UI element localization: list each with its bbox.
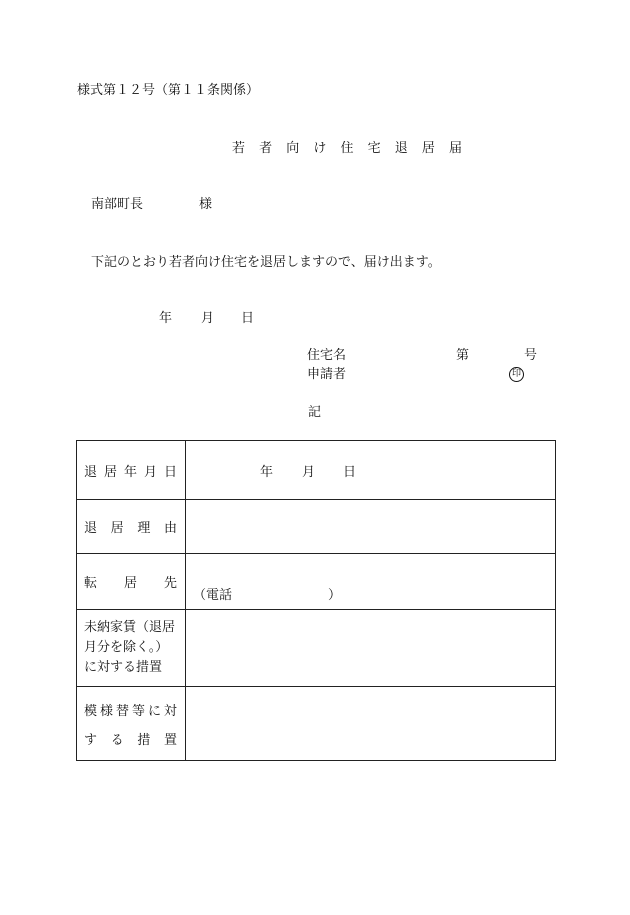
unpaid-rent-field[interactable] xyxy=(186,610,556,687)
house-name-label: 住宅名 xyxy=(307,348,347,363)
details-table xyxy=(76,440,556,761)
honorific: 様 xyxy=(199,197,213,212)
destination-label: 転 居 先 xyxy=(77,554,186,610)
table-row xyxy=(77,500,556,554)
ki-heading: 記 xyxy=(308,405,322,420)
table-row xyxy=(77,610,556,687)
date-year: 年 xyxy=(159,311,173,326)
move-out-date-label: 退 居 年 月 日 xyxy=(77,441,186,500)
date-month: 月 xyxy=(201,311,215,326)
addressee xyxy=(91,198,212,211)
addressee-name: 南部町長 xyxy=(91,197,144,212)
table-row xyxy=(77,554,556,610)
reason-field[interactable] xyxy=(186,500,556,554)
document-title: 若 者 向 け 住 宅 退 居 届 xyxy=(232,141,468,156)
table-row xyxy=(77,441,556,500)
house-number-prefix: 第 xyxy=(456,348,470,363)
applicant-label: 申請者 xyxy=(307,367,347,382)
destination-field[interactable] xyxy=(186,554,556,610)
date-day: 日 xyxy=(241,311,255,326)
house-number-suffix: 号 xyxy=(524,348,538,363)
phone-field: （電話 ） xyxy=(193,588,342,603)
form-number: 様式第１２号（第１１条関係） xyxy=(77,83,260,98)
move-out-date-field[interactable]: 年 月 日 xyxy=(186,441,556,500)
body-text: 下記のとおり若者向け住宅を退居しますので、届け出ます。 xyxy=(91,255,441,270)
reason-label: 退 居 理 由 xyxy=(77,500,186,554)
renovation-field[interactable] xyxy=(186,687,556,761)
seal-icon: 印 xyxy=(509,367,524,382)
unpaid-rent-label: 未納家賃（退居 月分を除く。） に対する措置 xyxy=(77,610,186,687)
renovation-label: 模 様 替 等 に 対 す る 措 置 xyxy=(77,687,186,761)
table-row xyxy=(77,687,556,761)
submission-date xyxy=(159,312,254,325)
